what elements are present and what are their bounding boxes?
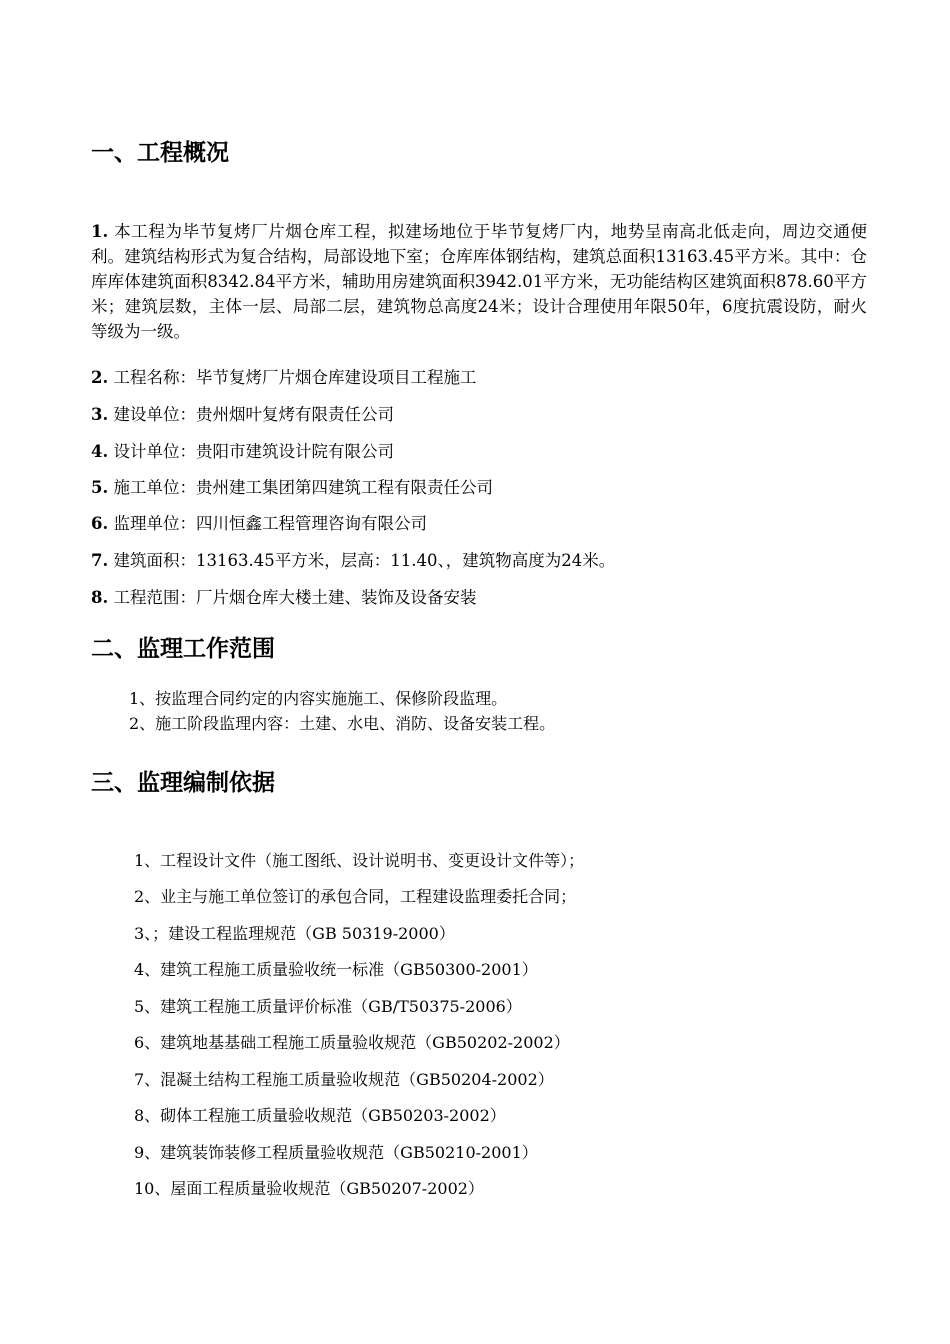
item-number: 7.	[91, 551, 109, 570]
item-number: 6.	[91, 514, 109, 533]
section-heading-basis: 三、监理编制依据	[91, 770, 275, 796]
item-number: 5.	[91, 478, 109, 497]
basis-item: 4、建筑工程施工质量验收统一标准（GB50300-2001）	[134, 960, 538, 979]
overview-item-supervisor	[91, 512, 427, 536]
item-number: 2.	[91, 368, 109, 387]
scope-item: 2、施工阶段监理内容：土建、水电、消防、设备安装工程。	[129, 714, 556, 733]
overview-item-project-name	[91, 366, 476, 390]
item-number: 1.	[91, 222, 109, 241]
basis-item: 10、屋面工程质量验收规范（GB50207-2002）	[134, 1179, 484, 1198]
item-text: 建设单位：贵州烟叶复烤有限责任公司	[108, 405, 394, 424]
basis-item: 1、工程设计文件（施工图纸、设计说明书、变更设计文件等）；	[134, 851, 585, 870]
basis-item: 3、；建设工程监理规范（GB 50319-2000）	[134, 924, 455, 943]
item-number: 8.	[91, 588, 109, 607]
basis-item: 8、砌体工程施工质量验收规范（GB50203-2002）	[134, 1106, 506, 1125]
overview-item-area	[91, 549, 615, 573]
item-number: 4.	[91, 442, 109, 461]
item-text: 工程名称：毕节复烤厂片烟仓库建设项目工程施工	[108, 368, 477, 387]
basis-item: 7、混凝土结构工程施工质量验收规范（GB50204-2002）	[134, 1070, 554, 1089]
overview-item-designer	[91, 440, 394, 464]
overview-intro-paragraph	[91, 219, 867, 344]
scope-item: 1、按监理合同约定的内容实施施工、保修阶段监理。	[129, 689, 508, 708]
item-text: 监理单位：四川恒鑫工程管理咨询有限公司	[108, 514, 427, 533]
overview-item-owner	[91, 403, 394, 427]
item-text: 工程范围：厂片烟仓库大楼土建、装饰及设备安装	[108, 588, 477, 607]
basis-item: 6、建筑地基基础工程施工质量验收规范（GB50202-2002）	[134, 1033, 570, 1052]
item-text: 设计单位：贵阳市建筑设计院有限公司	[108, 442, 394, 461]
basis-item: 2、业主与施工单位签订的承包合同，工程建设监理委托合同；	[134, 887, 577, 906]
item-text: 施工单位：贵州建工集团第四建筑工程有限责任公司	[108, 478, 493, 497]
basis-item: 5、建筑工程施工质量评价标准（GB/T50375-2006）	[134, 997, 522, 1016]
overview-item-scope	[91, 586, 476, 610]
overview-item-contractor	[91, 476, 493, 500]
item-text: 建筑面积：13163.45平方米，层高：11.40、，建筑物高度为24米。	[108, 551, 616, 570]
item-number: 3.	[91, 405, 109, 424]
section-heading-overview: 一、工程概况	[91, 140, 229, 166]
section-heading-scope: 二、监理工作范围	[91, 636, 275, 662]
basis-item: 9、建筑装饰装修工程质量验收规范（GB50210-2001）	[134, 1143, 538, 1162]
item-text: 本工程为毕节复烤厂片烟仓库工程，拟建场地位于毕节复烤厂内，地势呈南高北低走向，周边交通便利。建筑结构形式为复合结构，局部设地下室；仓库库体钢结构，建筑总面积13163.45平方米。其中：仓库库体建筑面积8342.84平方米，辅助用房建筑面积3942.01平方米，无功能结构区建筑面积878.60平方米；建筑层数，主体一层、局部二层，建筑物总高度24米；设计合理使用年限50年，6度抗震设防，耐火等级为一级。	[91, 222, 867, 341]
